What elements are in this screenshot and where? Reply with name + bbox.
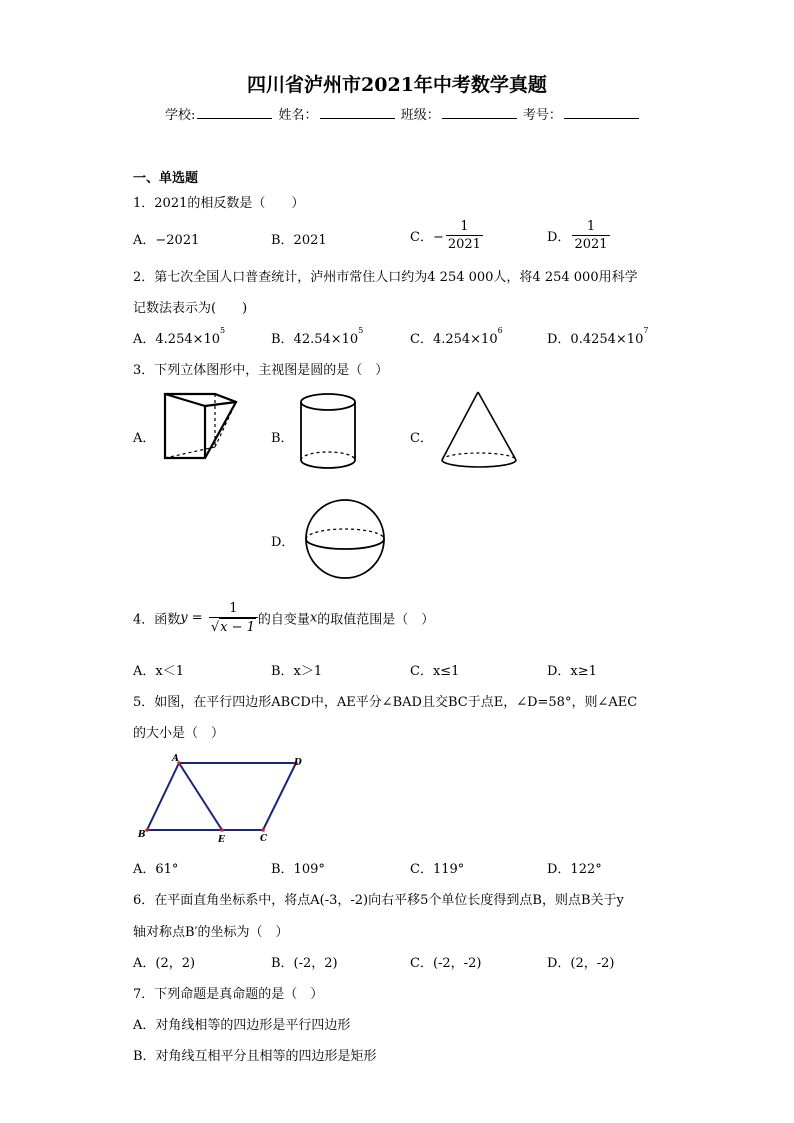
section-heading: 一、单选题 xyxy=(133,171,199,186)
q6-stem-line1: 6．在平面直角坐标系中，将点A(-3，-2)向右平移5个单位长度得到点B，则点B关于y xyxy=(133,893,624,908)
class-label: 班级： xyxy=(400,108,440,123)
q1-c-numerator: 1 xyxy=(460,219,469,234)
q2-c-text: C．4.254×10 xyxy=(410,332,498,347)
q2-b-text: B．42.54×10 xyxy=(271,332,359,347)
q1-c-denominator: 2021 xyxy=(447,237,481,252)
cylinder-figure xyxy=(300,392,358,470)
triangular-prism-figure xyxy=(163,392,239,460)
q6-option-c: C．(-2，-2) xyxy=(410,956,482,971)
q4-equals: = xyxy=(187,610,207,626)
q4-option-b: B．x＞1 xyxy=(271,664,323,679)
page-title: 四川省泸州市2021年中考数学真题 xyxy=(247,74,547,96)
point-a-label: A xyxy=(172,754,179,764)
school-blank xyxy=(197,106,272,119)
q1-option-d xyxy=(547,218,610,253)
q2-a-text: A．4.254×10 xyxy=(133,332,221,347)
number-label: 考号： xyxy=(522,108,562,123)
q3-stem: 3．下列立体图形中，主视图是圆的是（ ） xyxy=(133,363,389,378)
school-label: 学校: xyxy=(165,108,196,123)
q1-option-b: B．2021 xyxy=(271,233,327,248)
q6-option-b: B．(-2，2) xyxy=(271,956,338,971)
q5-option-a: A．61° xyxy=(133,862,179,877)
point-e-label: E xyxy=(218,835,225,845)
cone-figure xyxy=(440,390,520,470)
q7-option-a: A．对角线相等的四边形是平行四边形 xyxy=(133,1018,351,1033)
q4-stem xyxy=(133,600,434,636)
q3-option-a-label: A． xyxy=(133,431,156,446)
q1-option-c xyxy=(410,218,483,253)
q2-option-d xyxy=(547,328,648,347)
name-blank xyxy=(320,106,395,119)
q7-stem: 7．下列命题是真命题的是（ ） xyxy=(133,987,324,1002)
class-blank xyxy=(442,106,517,119)
q2-option-a xyxy=(133,328,225,347)
q2-stem-line1: 2．第七次全国人口普查统计，泸州市常住人口约为4 254 000人，将4 254 000用科学 xyxy=(133,270,638,285)
q5-option-c: C．119° xyxy=(410,862,465,877)
q2-c-exponent: 6 xyxy=(497,326,503,335)
point-b-label: B xyxy=(138,830,146,840)
q4-stem-end: 的取值范围是（ ） xyxy=(317,612,435,628)
q7-option-b: B．对角线互相平分且相等的四边形是矩形 xyxy=(133,1049,377,1064)
q4-option-c: C．x≤1 xyxy=(410,664,460,679)
q2-a-exponent: 5 xyxy=(220,326,226,335)
q4-numerator: 1 xyxy=(229,601,238,616)
q1-d-numerator: 1 xyxy=(586,219,596,234)
q2-option-b xyxy=(271,328,363,347)
q5-option-d: D．122° xyxy=(547,862,602,877)
q4-radicand: x − 1 xyxy=(220,620,255,635)
q2-option-c xyxy=(410,328,503,347)
q4-var-y: y xyxy=(180,610,188,626)
number-blank xyxy=(564,106,639,119)
q4-denominator: √x − 1 xyxy=(209,617,258,636)
q2-b-exponent: 5 xyxy=(358,326,364,335)
q1-option-a: A．−2021 xyxy=(133,233,200,248)
q2-d-exponent: 7 xyxy=(643,326,649,335)
q5-stem-line1: 5．如图，在平行四边形ABCD中，AE平分∠BAD且交BC于点E，∠D=58°，则∠AEC xyxy=(133,695,638,710)
q4-stem-prefix: 4．函数 xyxy=(133,612,181,628)
q1-option-c-prefix: C．− xyxy=(410,230,444,245)
q6-option-d: D．(2，-2) xyxy=(547,956,615,971)
q5-stem-line2: 的大小是（ ） xyxy=(133,726,225,741)
q3-option-d-label: D． xyxy=(271,535,295,550)
name-label: 姓名： xyxy=(278,108,318,123)
student-info-line xyxy=(165,104,641,123)
point-d-label: D xyxy=(294,758,302,768)
q6-option-a: A．(2，2) xyxy=(133,956,196,971)
q4-stem-suffix: 的自变量 xyxy=(257,612,310,628)
parallelogram-figure xyxy=(136,752,312,848)
q1-option-d-prefix: D． xyxy=(547,230,571,245)
q3-option-c-label: C． xyxy=(410,431,433,446)
q1-stem: 1．2021的相反数是（ ） xyxy=(133,196,305,211)
q3-option-b-label: B． xyxy=(271,431,294,446)
q6-stem-line2: 轴对称点B′的坐标为（ ） xyxy=(133,925,289,940)
sphere-figure xyxy=(304,498,386,580)
q5-option-b: B．109° xyxy=(271,862,325,877)
q4-option-a: A．x＜1 xyxy=(133,664,184,679)
q2-d-text: D．0.4254×10 xyxy=(547,332,644,347)
q4-var-x: x xyxy=(309,610,318,626)
point-c-label: C xyxy=(260,834,268,844)
q4-option-d: D．x≥1 xyxy=(547,664,597,679)
q1-d-denominator: 2021 xyxy=(574,237,608,252)
q2-stem-line2: 记数法表示为( ) xyxy=(133,301,248,316)
